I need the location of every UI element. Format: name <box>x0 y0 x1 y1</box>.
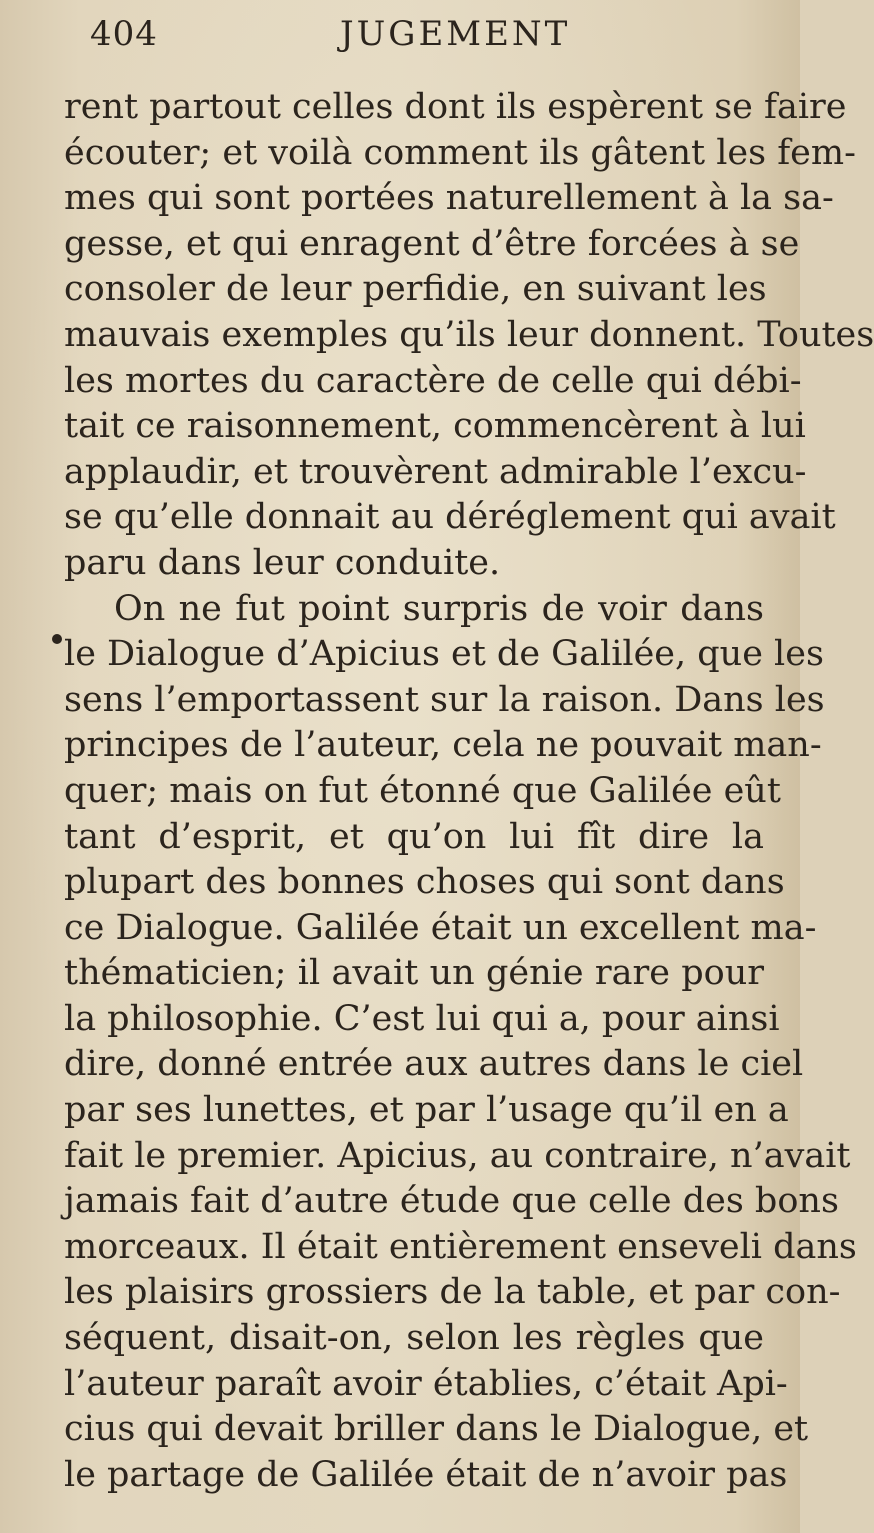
body-text <box>64 85 874 1498</box>
text-line: mauvais exemples qu’ils leur donnent. Toutes <box>64 314 874 355</box>
running-head: JUGEMENT <box>340 14 571 54</box>
paragraph-start-line: On ne fut point surpris de voir dans <box>114 588 764 629</box>
text-line: fait le premier. Apicius, au contraire, n’avait <box>64 1135 851 1176</box>
text-line: tait ce raisonnement, commencèrent à lui <box>64 406 806 447</box>
text-line: les plaisirs grossiers de la table, et par con- <box>64 1272 841 1313</box>
text-line: le Dialogue d’Apicius et de Galilée, que les <box>64 634 824 675</box>
text-line: principes de l’auteur, cela ne pouvait man- <box>64 725 822 766</box>
text-line: jamais fait d’autre étude que celle des bons <box>64 1181 839 1222</box>
text-line: par ses lunettes, et par l’usage qu’il en a <box>64 1090 789 1131</box>
text-line: l’auteur paraît avoir établies, c’était Api- <box>64 1363 788 1404</box>
text-line: morceaux. Il était entièrement enseveli dans <box>64 1226 857 1267</box>
text-line: dire, donné entrée aux autres dans le ciel <box>64 1044 804 1085</box>
text-line: thématicien; il avait un génie rare pour <box>64 953 764 994</box>
text-line: séquent, disait-on, selon les règles que <box>64 1318 764 1359</box>
page-number: 404 <box>90 14 158 54</box>
text-line: consoler de leur perfidie, en suivant les <box>64 269 767 310</box>
text-line: tant d’esprit, et qu’on lui fît dire la <box>64 816 764 857</box>
text-line: écouter; et voilà comment ils gâtent les fem- <box>64 132 856 173</box>
page-header <box>90 14 650 64</box>
text-line: rent partout celles dont ils espèrent se faire <box>64 87 847 127</box>
text-line: sens l’emportassent sur la raison. Dans les <box>64 679 825 720</box>
text-line: le partage de Galilée était de n’avoir pas <box>64 1454 788 1495</box>
text-line: quer; mais on fut étonné que Galilée eût <box>64 770 781 811</box>
text-line: gesse, et qui enragent d’être forcées à se <box>64 223 800 264</box>
text-line: se qu’elle donnait au déréglement qui avait <box>64 497 836 538</box>
text-line: plupart des bonnes choses qui sont dans <box>64 862 785 903</box>
text-line: mes qui sont portées naturellement à la sa- <box>64 178 834 219</box>
margin-bullet-icon <box>52 634 62 644</box>
text-line: cius qui devait briller dans le Dialogue, et <box>64 1409 809 1450</box>
text-line: applaudir, et trouvèrent admirable l’excu- <box>64 451 807 492</box>
paragraph-end-line: paru dans leur conduite. <box>64 542 501 583</box>
text-line: les mortes du caractère de celle qui débi- <box>64 360 802 401</box>
text-line: ce Dialogue. Galilée était un excellent ma- <box>64 907 817 948</box>
text-line: la philosophie. C’est lui qui a, pour ainsi <box>64 998 780 1039</box>
